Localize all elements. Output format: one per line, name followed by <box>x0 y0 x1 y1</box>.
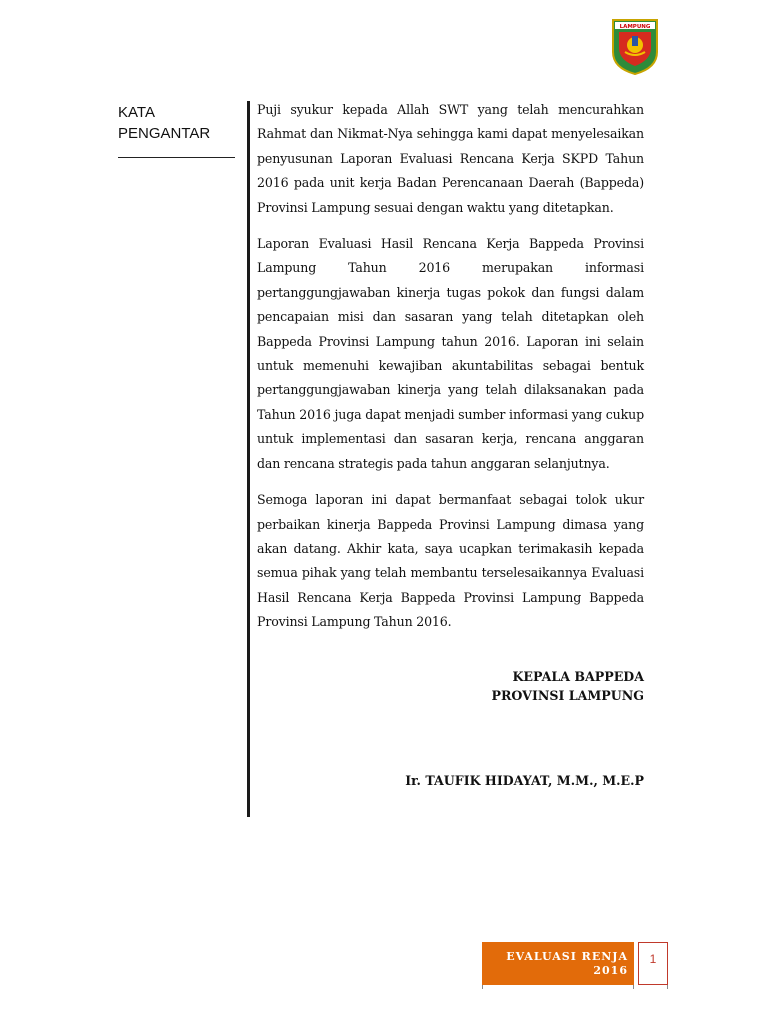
signature-title <box>491 667 644 705</box>
footer-tick <box>633 985 634 989</box>
footer-tick <box>482 985 483 989</box>
signature-title-line1: KEPALA BAPPEDA <box>512 669 644 684</box>
footer-tick <box>667 985 668 989</box>
body-text <box>257 98 644 635</box>
paragraph: Laporan Evaluasi Hasil Rencana Kerja Bappeda Provinsi Lampung Tahun 2016 merupakan informasi pertanggungjawaban kinerja tugas pokok dan fungsi dalam pencapaian misi dan sasaran yang telah ditetapkan oleh Bappeda Provinsi Lampung tahun 2016. Laporan ini selain untuk memenuhi kewajiban akuntabilitas sebagai bentuk pertanggungjawaban kinerja yang telah dilaksanakan pada Tahun 2016 juga dapat menjadi sumber informasi yang cukup untuk implementasi dan sasaran kerja, rencana anggaran dan rencana strategis pada tahun anggaran selanjutnya. <box>257 236 644 471</box>
section-title-line2: PENGANTAR <box>118 125 211 142</box>
footer-label-line1: EVALUASI RENJA <box>506 950 628 963</box>
vertical-divider <box>247 101 250 817</box>
paragraph: Semoga laporan ini dapat bermanfaat sebagai tolok ukur perbaikan kinerja Bappeda Provinsi Lampung dimasa yang akan datang. Akhir kata, saya ucapkan terimakasih kepada semua pihak yang telah membantu terselesaikannya Evaluasi Hasil Rencana Kerja Bappeda Provinsi Lampung Bappeda Provinsi Lampung Tahun 2016. <box>257 492 644 630</box>
signatory-name: Ir. TAUFIK HIDAYAT, M.M., M.E.P <box>405 773 644 788</box>
signature-title-line2: PROVINSI LAMPUNG <box>491 688 644 703</box>
lampung-crest-icon <box>611 18 659 76</box>
footer-label <box>482 942 634 985</box>
logo-text: LAMPUNG <box>619 24 651 30</box>
section-title-line1: KATA <box>118 104 155 121</box>
title-underline <box>118 157 235 158</box>
footer-label-line2: 2016 <box>593 964 628 977</box>
paragraph: Puji syukur kepada Allah SWT yang telah mencurahkan Rahmat dan Nikmat-Nya sehingga kami dapat menyelesaikan penyusunan Laporan Evaluasi Rencana Kerja SKPD Tahun 2016 pada unit kerja Badan Perencanaan Daerah (Bappeda) Provinsi Lampung sesuai dengan waktu yang ditetapkan. <box>257 102 644 215</box>
section-title <box>118 102 238 144</box>
page-number: 1 <box>638 942 668 985</box>
